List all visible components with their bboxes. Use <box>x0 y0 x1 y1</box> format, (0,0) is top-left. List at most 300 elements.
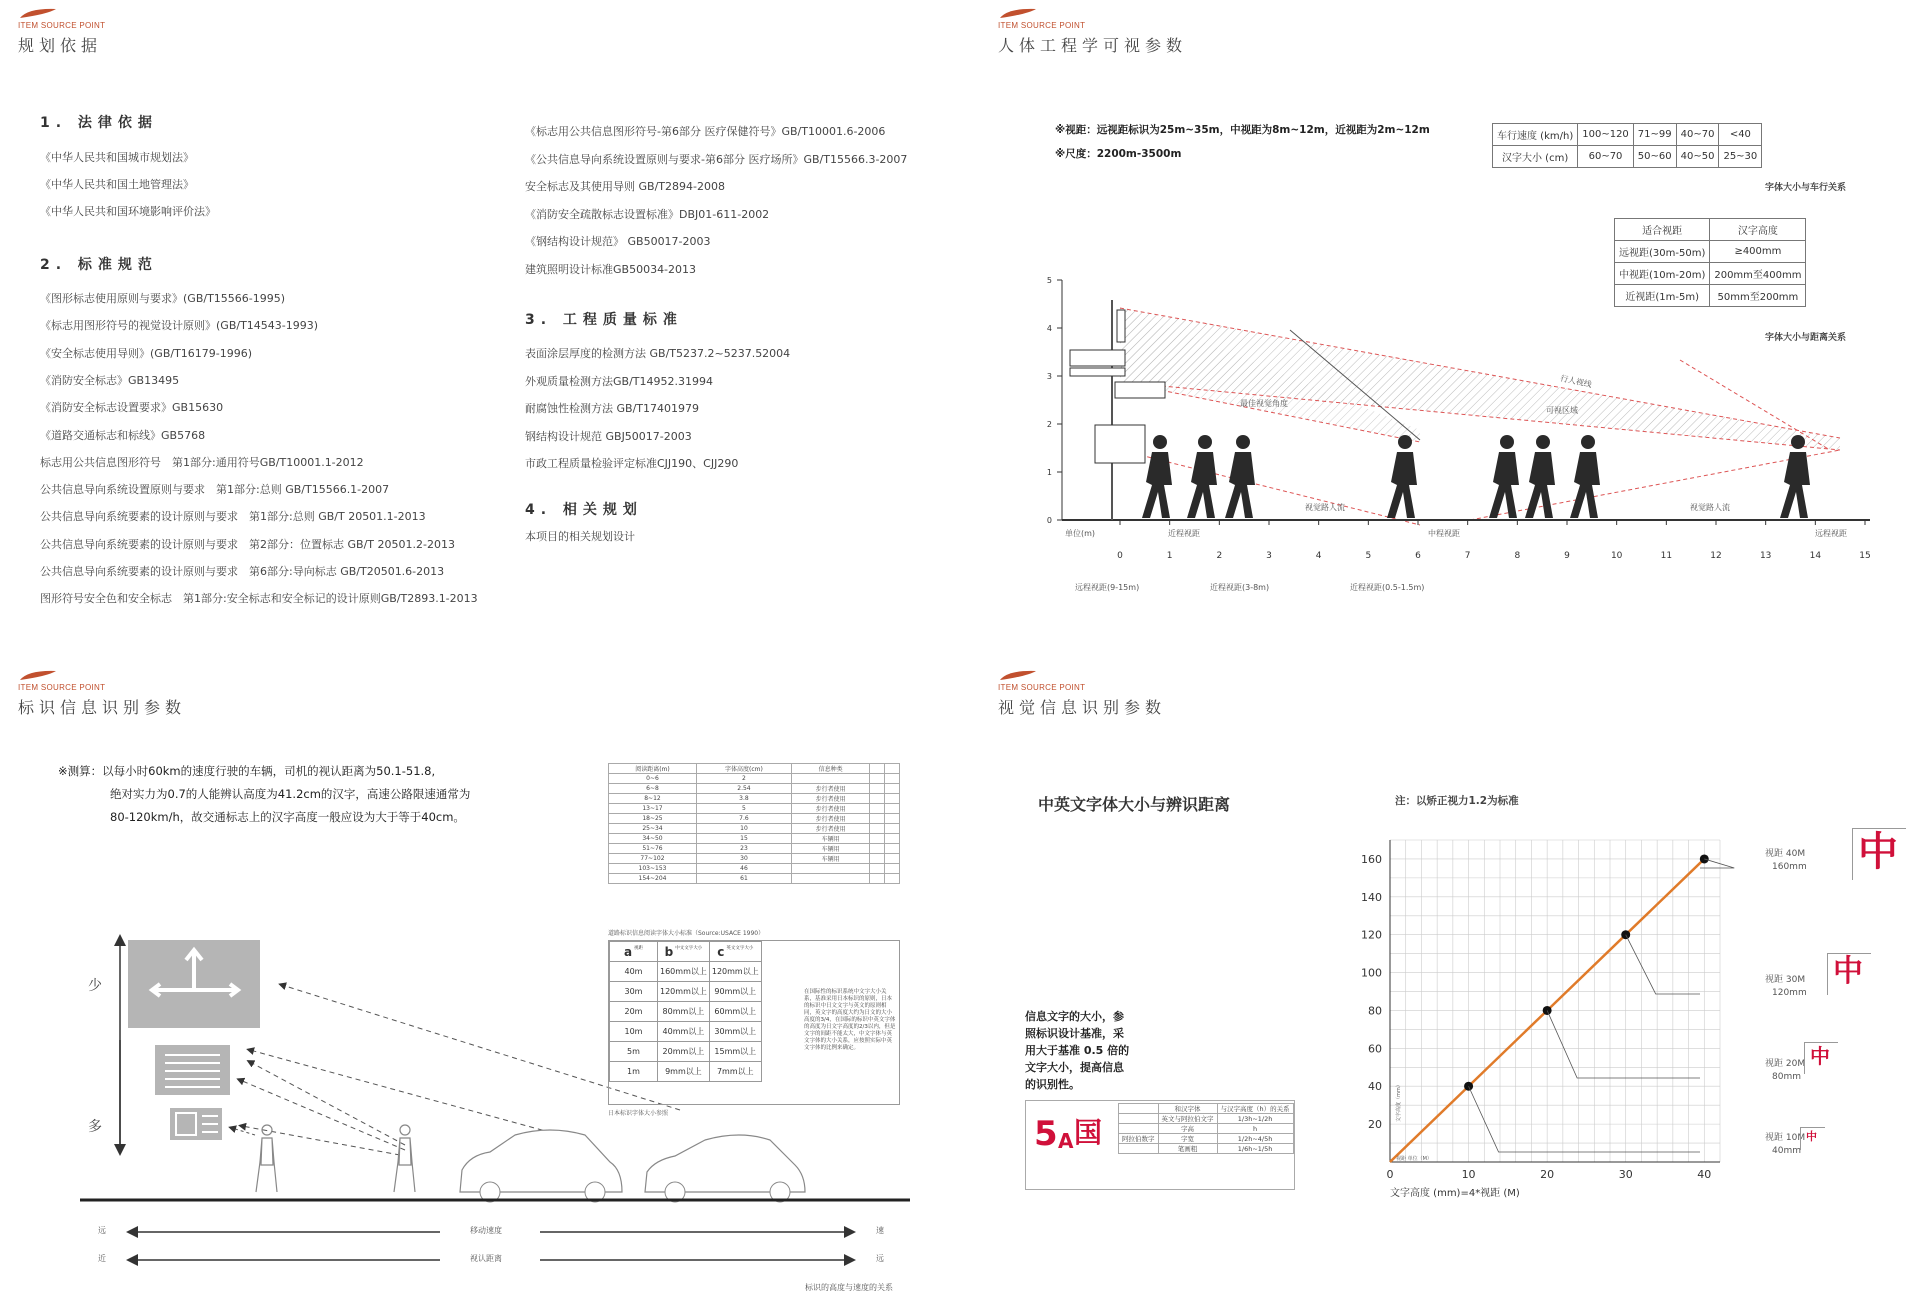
table-header-row <box>610 942 762 962</box>
table-cell: 50~60 <box>1633 146 1676 168</box>
table-cell: 30 <box>696 854 791 864</box>
table-cell <box>870 844 885 854</box>
table-header-row <box>609 764 900 774</box>
table-cell <box>1119 1114 1159 1124</box>
table-cell: <40 <box>1719 124 1762 146</box>
table-cell: 120mm以上 <box>709 962 761 982</box>
table-header-cell <box>870 764 885 774</box>
mid-distance-label: 中程视距 <box>1428 529 1460 538</box>
table-row <box>1119 1104 1294 1114</box>
label-near: 近 <box>98 1254 106 1263</box>
table-cell: 77~102 <box>609 854 697 864</box>
q1-list-item: 市政工程质量检验评定标准CJJ190、CJJ290 <box>525 457 739 470</box>
leader-line <box>1469 1086 1700 1152</box>
y-tick-label: 5 <box>1046 276 1052 285</box>
table-cell: 25~30 <box>1719 146 1762 168</box>
table-cell: 车辆用 <box>791 844 869 854</box>
q1-list-item: 《消防安全疏散标志设置标准》DBJ01-611-2002 <box>525 207 770 221</box>
table-cell: 9mm以上 <box>658 1062 710 1082</box>
q3-para-line: ※测算：以每小时60km的速度行驶的车辆，司机的视认距离为50.1-51.8, <box>58 764 436 778</box>
q4-desc-line: 的识别性。 <box>1025 1078 1080 1091</box>
abc-head-letter: b <box>664 944 674 959</box>
table-cell: 40~70 <box>1676 124 1719 146</box>
table-cell: 20m <box>610 1002 658 1022</box>
x-tick-label: 40 <box>1697 1168 1712 1181</box>
chart-marks <box>1361 840 1734 1199</box>
q4-heading: 中英文字体大小与辨识距离 <box>1038 795 1231 814</box>
table-cell: 46 <box>696 864 791 874</box>
brand-logo-icon <box>998 668 1038 682</box>
x-tick-label: 30 <box>1618 1168 1633 1181</box>
table-cell: 汉字高度 <box>1710 219 1806 241</box>
label-distance: 视认距离 <box>470 1254 502 1263</box>
table-cell: 40~50 <box>1676 146 1719 168</box>
x-tick-label: 0 <box>1117 551 1123 561</box>
q1-list-item: 《图形标志使用原则与要求》(GB/T15566-1995) <box>40 292 286 305</box>
table-cell: 60mm以上 <box>709 1002 761 1022</box>
viewing-distance-diagram <box>1040 270 1880 600</box>
table-cell: 18~25 <box>609 814 697 824</box>
table-row <box>1493 124 1762 146</box>
table-cell <box>870 874 885 884</box>
table-row <box>610 982 762 1002</box>
pedestrian-silhouette <box>1570 435 1600 518</box>
table-cell: 120mm以上 <box>658 982 710 1002</box>
y-tick-label: 1 <box>1046 468 1052 477</box>
table-cell: 0~6 <box>609 774 697 784</box>
annotation-char: 中 <box>1810 1044 1830 1068</box>
table-cell: 34~50 <box>609 834 697 844</box>
table-row <box>1119 1144 1294 1154</box>
table-cell: 步行者使用 <box>791 784 869 794</box>
table-cell: 和汉字体 <box>1158 1104 1217 1114</box>
q2-line-2: ※尺度：2200m-3500m <box>1055 148 1182 160</box>
q1-section-1-heading: 1. 法律依据 <box>40 115 158 131</box>
q2-title: 人体工程学可视参数 <box>998 36 1188 55</box>
table-row <box>610 1002 762 1022</box>
table-cell: 2.54 <box>696 784 791 794</box>
q4-desc-line: 信息文字的大小，参 <box>1025 1010 1124 1023</box>
abc-head-sub: 英文文字大小 <box>726 945 754 951</box>
q1-list-item: 公共信息导向系统要素的设计原则与要求 第2部分：位置标志 GB/T 20501.2-2013 <box>40 537 455 551</box>
x-tick-label: 10 <box>1610 551 1623 561</box>
annotation-char: 中 <box>1806 1130 1817 1143</box>
annotation-distance: 视距 40M <box>1765 849 1806 859</box>
table-cell <box>885 804 900 814</box>
y-tick-label: 60 <box>1368 1042 1382 1056</box>
table-cell: 1/6h~1/5h <box>1217 1144 1293 1154</box>
table-cell <box>885 854 900 864</box>
abc-head-letter: c <box>717 944 725 959</box>
table-cell: 车辆用 <box>791 834 869 844</box>
table-cell: 30m <box>610 982 658 1002</box>
bottom-label: 近程视距(3-8m) <box>1210 583 1270 592</box>
q3-para-line: 80-120km/h，故交通标志上的汉字高度一般应设为大于等于40cm。 <box>110 810 465 824</box>
pedestrian-silhouette <box>1489 435 1519 518</box>
x-tick-label: 14 <box>1809 551 1822 561</box>
zone-label: 视觉路人流 <box>1690 503 1730 512</box>
table-cell: 中视距(10m-20m) <box>1615 263 1710 285</box>
table-row <box>1493 146 1762 168</box>
table-cell <box>870 834 885 844</box>
q1-list-item: 图形符号安全色和安全标志 第1部分:安全标志和安全标记的设计原则GB/T2893.1-2013 <box>40 592 478 606</box>
q1-list-item: 《中华人民共和国城市规划法》 <box>40 151 194 164</box>
q1-list-item: 表面涂层厚度的检测方法 GB/T5237.2~5237.52004 <box>525 347 791 360</box>
label-far: 远 <box>98 1226 106 1235</box>
table-cell: 1/2h~4/5h <box>1217 1134 1293 1144</box>
table-cell <box>1119 1104 1159 1114</box>
reading-distance-table <box>608 763 900 884</box>
pedestrian-silhouette <box>1187 435 1217 518</box>
table-cell: 远视距(30m-50m) <box>1615 241 1710 263</box>
abc-head-sub: 中文文字大小 <box>675 945 703 951</box>
table-row <box>1119 1114 1294 1124</box>
pedestrian-silhouette <box>1780 435 1810 518</box>
table-cell: 2 <box>696 774 791 784</box>
table-cell: 与汉字高度（h）的关系 <box>1217 1104 1293 1114</box>
table-row <box>1615 219 1806 241</box>
x-tick-label: 8 <box>1514 551 1521 561</box>
brand-block <box>18 6 105 56</box>
table-header-cell: 阅读距离(m) <box>609 764 697 774</box>
table-cell: 车辆用 <box>791 854 869 864</box>
table-row <box>1615 241 1806 263</box>
table-row <box>609 814 900 824</box>
sight-line <box>250 1062 405 1145</box>
brand-block <box>998 668 1166 718</box>
pedestrian-outline <box>256 1125 277 1192</box>
sign-panel <box>1095 425 1145 463</box>
table-cell <box>870 804 885 814</box>
table-cell: 英文与阿拉伯文字 <box>1158 1114 1217 1124</box>
x-tick-label: 20 <box>1540 1168 1555 1181</box>
q3-title: 标识信息识别参数 <box>18 698 187 717</box>
table-cell: 车行速度 (km/h) <box>1493 124 1578 146</box>
table-cell: 近视距(1m-5m) <box>1615 285 1710 307</box>
table-row <box>609 774 900 784</box>
table-cell: 40m <box>610 962 658 982</box>
sample-char-guo: 国 <box>1074 1116 1103 1149</box>
table-cell: 60~70 <box>1578 146 1634 168</box>
table-cell: 1/3h~1/2h <box>1217 1114 1293 1124</box>
bottom-label: 近程视距(0.5-1.5m) <box>1350 583 1425 592</box>
sample-char-a: A <box>1058 1129 1074 1153</box>
q1-list-item: 公共信息导向系统要素的设计原则与要求 第1部分:总则 GB/T 20501.1-2013 <box>40 510 426 524</box>
brand-logo-icon <box>18 668 58 682</box>
x-tick-label: 15 <box>1859 551 1871 561</box>
table-cell: ≥400mm <box>1710 241 1806 263</box>
annotation-size: 160mm <box>1772 862 1807 872</box>
speed-font-table <box>1492 123 1762 168</box>
table-cell <box>870 774 885 784</box>
table-row <box>610 962 762 982</box>
table-cell <box>791 864 869 874</box>
table-cell: 20mm以上 <box>658 1042 710 1062</box>
table-cell: 30mm以上 <box>709 1022 761 1042</box>
q1-list-item: 《标志用图形符号的视觉设计原则》(GB/T14543-1993) <box>40 319 319 333</box>
table-cell: 步行者使用 <box>791 804 869 814</box>
brand-logo-icon <box>18 6 58 20</box>
annotation-size: 80mm <box>1772 1072 1801 1082</box>
table-cell: 13~17 <box>609 804 697 814</box>
table-cell: 步行者使用 <box>791 824 869 834</box>
brand-tag: ITEM SOURCE POINT <box>998 21 1086 30</box>
table-cell: 汉字大小 (cm) <box>1493 146 1578 168</box>
table-row <box>609 784 900 794</box>
q3-caption: 标识的高度与速度的关系 <box>805 1283 893 1292</box>
abc-table <box>609 941 762 1082</box>
abc-note: 在国际性的标识系统中文字大小关系，基准采用日本标识的原则，日本的标识中日文文字与英文的原则相同，英文字的高度大约为日文的大小高度的3/4，在国际的标识中英文字体的高度为日文字高度的2/3以内，但是文字的间距不能太大，中文字体与英文字体的大小关系，应按照实际中英文字体的比例来确定。 <box>804 989 896 1051</box>
annotation-distance: 视距 30M <box>1765 975 1806 985</box>
table-cell: 160mm以上 <box>658 962 710 982</box>
table-cell <box>791 874 869 884</box>
ratio-table <box>1118 1103 1294 1154</box>
x-tick-label: 4 <box>1315 551 1322 561</box>
q1-list-item: 外观质量检测方法GB/T14952.31994 <box>525 374 713 388</box>
abc-caption: 日本标识字体大小参照 <box>608 1110 669 1117</box>
pedestrian-silhouette <box>1142 435 1172 518</box>
sight-line <box>242 1126 400 1155</box>
brand-block <box>18 668 186 718</box>
table-cell: 50mm至200mm <box>1710 285 1806 307</box>
sight-line <box>250 1050 560 1135</box>
table-header-cell <box>885 764 900 774</box>
sight-line <box>232 1128 255 1135</box>
table-row <box>610 1022 762 1042</box>
table-cell <box>870 864 885 874</box>
brand-tag: ITEM SOURCE POINT <box>18 683 106 692</box>
q4-note: 注：以矫正视力1.2为标准 <box>1395 795 1519 807</box>
abc-head-sub: 视距 <box>634 945 644 951</box>
q1-section-3-heading: 3. 工程质量标准 <box>525 312 683 328</box>
x-tick-label: 11 <box>1660 551 1673 561</box>
annotation-char: 中 <box>1833 954 1863 989</box>
data-point <box>1700 854 1709 863</box>
annotation-distance: 视距 20M <box>1765 1059 1806 1069</box>
table-header-cell <box>610 942 658 962</box>
y-tick-label: 140 <box>1361 890 1382 904</box>
x-tick-label: 0 <box>1386 1168 1394 1181</box>
brand-block <box>998 6 1187 56</box>
x-tick-label: 5 <box>1365 551 1372 561</box>
q1-list-item: 标志用公共信息图形符号 第1部分:通用符号GB/T10001.1-2012 <box>40 455 364 469</box>
table-row <box>1119 1134 1294 1144</box>
annotation-size: 40mm <box>1772 1146 1801 1156</box>
y-tick-label: 3 <box>1046 372 1052 381</box>
table-cell: 步行者使用 <box>791 814 869 824</box>
brand-tag: ITEM SOURCE POINT <box>998 683 1086 692</box>
label-few: 少 <box>88 978 102 994</box>
q1-list-item: 公共信息导向系统设置原则与要求 第1部分:总则 GB/T15566.1-2007 <box>40 483 390 497</box>
y-tick-label: 40 <box>1368 1080 1382 1094</box>
y-tick-label: 2 <box>1046 420 1052 429</box>
table-cell: 阿拉伯数字 <box>1119 1134 1159 1144</box>
table-cell: 103~153 <box>609 864 697 874</box>
x-axis-label: 文字高度 (mm)=4*视距 (M) <box>1390 1188 1520 1199</box>
table-cell: 71~99 <box>1633 124 1676 146</box>
zone-label: 行人视线 <box>1559 373 1593 390</box>
table-cell: 15mm以上 <box>709 1042 761 1062</box>
label-many: 多 <box>88 1119 102 1135</box>
ratio-table-block <box>1025 1100 1295 1190</box>
unit-label: 单位(m) <box>1065 529 1096 538</box>
table-cell <box>885 834 900 844</box>
zone-label: 视觉路人流 <box>1305 503 1345 512</box>
label-speed-right: 速 <box>876 1226 884 1235</box>
table-row <box>609 864 900 874</box>
table-cell <box>870 824 885 834</box>
sight-line <box>240 1080 405 1150</box>
table-row <box>609 824 900 834</box>
q4-title: 视觉信息识别参数 <box>998 698 1167 717</box>
table-cell: 适合视距 <box>1615 219 1710 241</box>
x-tick-label: 6 <box>1415 551 1421 561</box>
table-cell: 步行者使用 <box>791 794 869 804</box>
x-unit-hint: 视距 单位（M） <box>1396 1156 1432 1162</box>
reading-distance-caption: 道路标识信息阅读字体大小标准（Source:USACE 1990） <box>608 930 765 937</box>
q3-para-line: 绝对实力为0.7的人能辨认高度为41.2cm的汉字，高速公路限速通常为 <box>110 787 471 801</box>
q4-desc-line: 照标识设计基准，采 <box>1025 1027 1124 1040</box>
sign-panel <box>1070 368 1125 376</box>
table-row <box>1119 1124 1294 1134</box>
q2-line-1: ※视距：远视距标识为25m~35m，中视距为8m~12m，近视距为2m~12m <box>1055 124 1430 136</box>
y-tick-label: 0 <box>1046 516 1052 525</box>
annotation-size: 120mm <box>1772 988 1807 998</box>
brand-logo-icon <box>998 6 1038 20</box>
table-cell <box>870 784 885 794</box>
table-cell <box>1119 1124 1159 1134</box>
bottom-label: 远程视距(9-15m) <box>1075 583 1140 592</box>
q1-list-item: 《标志用公共信息图形符号-第6部分 医疗保健符号》GB/T10001.6-2006 <box>525 125 886 138</box>
data-point <box>1543 1006 1552 1015</box>
q1-list-item: 《中华人民共和国环境影响评价法》 <box>40 205 216 218</box>
table-cell: 1m <box>610 1062 658 1082</box>
y-tick-label: 120 <box>1361 928 1382 942</box>
q1-section-2-heading: 2. 标准规范 <box>40 257 158 273</box>
table-row <box>609 874 900 884</box>
table-header-cell: 信息种类 <box>791 764 869 774</box>
x-tick-label: 2 <box>1216 551 1223 561</box>
x-tick-label: 9 <box>1564 551 1570 561</box>
q1-list-item: 《公共信息导向系统设置原则与要求-第6部分 医疗场所》GB/T15566.3-2007 <box>525 152 908 166</box>
table-row <box>609 794 900 804</box>
sign-panel <box>1117 310 1125 342</box>
q1-list-item: 耐腐蚀性检测方法 GB/T17401979 <box>525 402 699 415</box>
label-speed: 移动速度 <box>470 1226 502 1235</box>
table-cell <box>885 844 900 854</box>
speed-font-table-caption: 字体大小与车行关系 <box>1765 183 1847 193</box>
q1-list-item: 公共信息导向系统要素的设计原则与要求 第6部分:导向标志 GB/T20501.6-2013 <box>40 565 445 578</box>
abc-table-block <box>608 940 900 1105</box>
q1-list-item: 《道路交通标志和标线》GB5768 <box>40 428 206 442</box>
table-cell <box>885 814 900 824</box>
table-header-cell <box>709 942 761 962</box>
table-cell: 笔画粗 <box>1158 1144 1217 1154</box>
q1-list-item: 《钢结构设计规范》 GB50017-2003 <box>525 235 711 248</box>
q1-list-item: 建筑照明设计标准GB50034-2013 <box>525 262 697 276</box>
y-tick-label: 20 <box>1368 1118 1382 1132</box>
x-tick-label: 12 <box>1710 551 1722 561</box>
pedestrian-silhouette <box>1225 435 1255 518</box>
table-row <box>609 834 900 844</box>
q1-list-item: 《消防安全标志设置要求》GB15630 <box>40 401 224 415</box>
brand-tag: ITEM SOURCE POINT <box>18 21 106 30</box>
table-row <box>609 844 900 854</box>
q1-list-item: 安全标志及其使用导则 GB/T2894-2008 <box>525 180 725 193</box>
x-tick-label: 13 <box>1759 551 1772 561</box>
x-tick-label: 7 <box>1464 551 1471 561</box>
table-cell: 40mm以上 <box>658 1022 710 1042</box>
pedestrian-silhouette <box>1387 435 1417 518</box>
table-cell: 10m <box>610 1022 658 1042</box>
table-cell: 100~120 <box>1578 124 1634 146</box>
label-distance-right: 远 <box>876 1254 884 1263</box>
y-tick-label: 80 <box>1368 1004 1382 1018</box>
table-cell <box>791 774 869 784</box>
distance-size-chart <box>1340 830 1740 1230</box>
table-header-cell <box>658 942 710 962</box>
sign-panel <box>1070 350 1125 366</box>
table-row <box>609 854 900 864</box>
table-cell <box>885 864 900 874</box>
x-tick-label: 3 <box>1266 551 1272 561</box>
far-distance-label: 远程视距 <box>1815 529 1847 538</box>
table-cell: 7.6 <box>696 814 791 824</box>
zone-label: 可视区域 <box>1546 406 1578 415</box>
table-cell: 200mm至400mm <box>1710 263 1806 285</box>
table-row <box>609 804 900 814</box>
distance-font-table-caption: 字体大小与距离关系 <box>1765 333 1847 343</box>
table-cell <box>885 874 900 884</box>
table-cell: 字宽 <box>1158 1134 1217 1144</box>
q1-section-4-heading: 4. 相关规划 <box>525 502 643 518</box>
table-cell: 3.8 <box>696 794 791 804</box>
q1-title: 规划依据 <box>18 36 103 55</box>
sign-panel <box>1115 382 1165 398</box>
y-axis-label: 文字高度（mm） <box>1396 1082 1402 1122</box>
annotation-distance: 视距 10M <box>1765 1133 1806 1143</box>
table-cell: 5 <box>696 804 791 814</box>
x-tick-label: 10 <box>1461 1168 1476 1181</box>
annotation-char: 中 <box>1858 829 1898 875</box>
table-row <box>610 1042 762 1062</box>
q1-section-4-text: 本项目的相关规划设计 <box>525 530 635 543</box>
table-cell: 51~76 <box>609 844 697 854</box>
zone-label: 最佳视觉角度 <box>1240 399 1288 408</box>
table-cell <box>870 794 885 804</box>
table-cell <box>885 794 900 804</box>
table-cell: 15 <box>696 834 791 844</box>
table-cell: 7mm以上 <box>709 1062 761 1082</box>
table-cell: 90mm以上 <box>709 982 761 1002</box>
table-cell <box>885 774 900 784</box>
q4-desc-line: 文字大小，提高信息 <box>1025 1061 1124 1074</box>
table-cell: 5m <box>610 1042 658 1062</box>
pedestrian-silhouette <box>1525 435 1555 518</box>
table-cell <box>885 784 900 794</box>
table-cell: 80mm以上 <box>658 1002 710 1022</box>
table-header-cell: 字体高度(cm) <box>696 764 791 774</box>
q4-desc-line: 用大于基准 0.5 倍的 <box>1025 1044 1130 1057</box>
near-distance-label: 近程视距 <box>1168 529 1200 538</box>
leader-line <box>1547 1010 1700 1078</box>
table-cell: 154~204 <box>609 874 697 884</box>
table-cell: 字高 <box>1158 1124 1217 1134</box>
table-cell <box>885 824 900 834</box>
table-cell: 10 <box>696 824 791 834</box>
table-cell: 6~8 <box>609 784 697 794</box>
table-cell: 61 <box>696 874 791 884</box>
